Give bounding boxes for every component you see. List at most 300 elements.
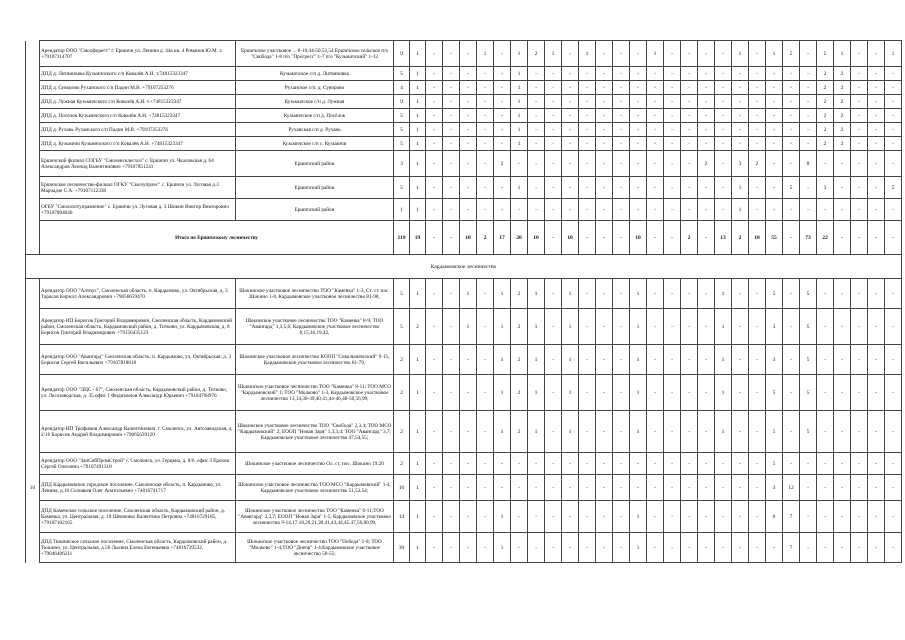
value-cell: -	[664, 151, 681, 177]
value-cell: -	[613, 533, 630, 563]
row-index-cell	[26, 501, 40, 533]
location-cell: Кузьмичское с/п д. Посёлок	[236, 109, 394, 123]
value-cell: -	[681, 199, 698, 221]
value-cell: -	[766, 137, 783, 151]
value-cell: -	[698, 95, 715, 109]
value-cell: 3	[766, 309, 783, 345]
value-cell: 1	[630, 309, 647, 345]
value-cell: -	[426, 177, 443, 199]
value-cell: 2	[817, 109, 834, 123]
value-cell: -	[766, 81, 783, 95]
value-cell: 1	[410, 411, 426, 453]
value-cell: 1	[460, 309, 477, 345]
value-cell: 5	[800, 411, 817, 453]
value-cell: -	[817, 475, 834, 501]
value-cell: -	[426, 41, 443, 67]
value-cell: -	[834, 199, 851, 221]
value-cell: -	[698, 123, 715, 137]
value-cell: -	[528, 109, 545, 123]
value-cell: 5	[783, 177, 800, 199]
value-cell: -	[511, 453, 528, 475]
value-cell: 1	[528, 345, 545, 375]
value-cell: -	[800, 109, 817, 123]
total-value-cell: 2	[477, 221, 494, 255]
value-cell: 2	[817, 123, 834, 137]
total-value-cell: -	[613, 221, 630, 255]
value-cell: 4	[394, 81, 410, 95]
value-cell: -	[460, 533, 477, 563]
value-cell: -	[715, 109, 732, 123]
value-cell: -	[443, 533, 460, 563]
value-cell: -	[545, 199, 562, 221]
total-value-cell: 13	[715, 221, 732, 255]
value-cell: 5	[783, 41, 800, 67]
value-cell: -	[579, 309, 596, 345]
value-cell: -	[681, 81, 698, 95]
table-row	[26, 109, 902, 123]
value-cell: 2	[394, 375, 410, 411]
table-row	[26, 151, 902, 177]
value-cell: 5	[766, 279, 783, 309]
value-cell: -	[545, 177, 562, 199]
value-cell: -	[715, 177, 732, 199]
value-cell: -	[545, 279, 562, 309]
value-cell: -	[545, 533, 562, 563]
value-cell: -	[528, 137, 545, 151]
value-cell: -	[885, 67, 902, 81]
total-label: Итого по Ершичскому лесничеству	[40, 221, 394, 255]
value-cell: 1	[528, 375, 545, 411]
value-cell: -	[664, 95, 681, 109]
value-cell: 5	[394, 309, 410, 345]
table-section-header	[26, 255, 902, 279]
value-cell: -	[477, 475, 494, 501]
location-cell: Шокинское участковое лесничество ТОО МСО "Кардымовский" 1-4, Кардымовское участковое лесничество 51,52,54;	[236, 475, 394, 501]
value-cell: 8	[800, 151, 817, 177]
value-cell: -	[426, 309, 443, 345]
value-cell: -	[766, 199, 783, 221]
value-cell: -	[868, 533, 885, 563]
value-cell: 1	[511, 67, 528, 81]
value-cell: -	[596, 533, 613, 563]
value-cell: -	[647, 475, 664, 501]
value-cell: -	[732, 375, 749, 411]
value-cell: -	[562, 137, 579, 151]
value-cell: -	[681, 67, 698, 81]
value-cell: -	[460, 67, 477, 81]
value-cell: 1	[494, 279, 511, 309]
value-cell: -	[885, 309, 902, 345]
value-cell: 2	[394, 411, 410, 453]
organization-cell: ДПД д. Поселок Кузьмичского с/п Ковалёв А.Н. +74815323347	[40, 109, 236, 123]
location-cell: Руханское с/п. д. Суворово	[236, 81, 394, 95]
value-cell: 16	[394, 475, 410, 501]
value-cell: -	[545, 95, 562, 109]
organization-cell: Арендатор ООО "ЗапСибПромСтрой" г. Смоленск, ул. Герцена, д. 8/6, офис 3 Ерохов Сергей Олегович +79107491310	[40, 453, 236, 475]
value-cell: -	[443, 453, 460, 475]
value-cell: -	[596, 279, 613, 309]
value-cell: 1	[766, 41, 783, 67]
value-cell: -	[460, 475, 477, 501]
row-index-cell	[26, 279, 40, 309]
value-cell: -	[868, 177, 885, 199]
value-cell: -	[460, 81, 477, 95]
value-cell: -	[647, 177, 664, 199]
value-cell: -	[613, 137, 630, 151]
value-cell: -	[460, 453, 477, 475]
value-cell: -	[460, 109, 477, 123]
value-cell: -	[664, 67, 681, 81]
value-cell: -	[681, 123, 698, 137]
value-cell: -	[851, 67, 868, 81]
total-value-cell: -	[885, 221, 902, 255]
value-cell: 2	[511, 411, 528, 453]
total-value-cell: 73	[800, 221, 817, 255]
value-cell: 2	[394, 345, 410, 375]
value-cell: -	[783, 411, 800, 453]
value-cell: -	[545, 309, 562, 345]
total-value-cell: 2	[732, 221, 749, 255]
total-value-cell: -	[579, 221, 596, 255]
value-cell: 1	[562, 411, 579, 453]
value-cell: 1	[410, 67, 426, 81]
value-cell: -	[545, 109, 562, 123]
value-cell: -	[766, 123, 783, 137]
value-cell: -	[715, 501, 732, 533]
value-cell: 5	[800, 345, 817, 375]
value-cell: -	[426, 453, 443, 475]
total-value-cell: -	[698, 221, 715, 255]
value-cell: -	[613, 475, 630, 501]
organization-cell: Арендатор ООО "Алтиус", Смоленская область, п. Кардымово, ул. Октябрьская, д. 3 Тарасов Кирилл Александрович +79056659470	[40, 279, 236, 309]
value-cell: -	[749, 279, 766, 309]
organization-cell: ДПД д. Кузьмичи Кузьмичского с/п Ковалёв А.Н. +74815323347	[40, 137, 236, 151]
value-cell: -	[732, 67, 749, 81]
value-cell: -	[443, 81, 460, 95]
value-cell: -	[800, 81, 817, 95]
row-index-cell	[26, 95, 40, 109]
value-cell: -	[834, 177, 851, 199]
value-cell: 3	[817, 177, 834, 199]
value-cell: -	[868, 453, 885, 475]
value-cell: -	[783, 375, 800, 411]
value-cell: -	[579, 475, 596, 501]
value-cell: -	[460, 375, 477, 411]
total-value-cell: 10	[460, 221, 477, 255]
value-cell: -	[715, 95, 732, 109]
value-cell: -	[851, 123, 868, 137]
value-cell: -	[698, 137, 715, 151]
value-cell: -	[545, 453, 562, 475]
value-cell: -	[630, 177, 647, 199]
value-cell: -	[613, 279, 630, 309]
value-cell: -	[443, 475, 460, 501]
value-cell: -	[596, 199, 613, 221]
value-cell: -	[630, 81, 647, 95]
value-cell: -	[426, 411, 443, 453]
value-cell: -	[647, 309, 664, 345]
row-index-cell	[26, 533, 40, 563]
value-cell: 5	[885, 177, 902, 199]
value-cell: -	[800, 199, 817, 221]
value-cell: -	[783, 279, 800, 309]
value-cell: -	[477, 453, 494, 475]
value-cell: -	[885, 453, 902, 475]
value-cell: -	[443, 279, 460, 309]
value-cell: -	[647, 533, 664, 563]
value-cell: -	[834, 533, 851, 563]
table-body-ershichi	[26, 41, 902, 221]
organization-cell: ОГБУ "Смолохотуправление" с. Ершичи ул. Луговая д. 3 Шикин Виктор Викторович +79107804040	[40, 199, 236, 221]
value-cell: -	[511, 199, 528, 221]
value-cell: 1	[562, 309, 579, 345]
row-index-cell	[26, 309, 40, 345]
value-cell: 2	[834, 81, 851, 95]
value-cell: -	[494, 453, 511, 475]
value-cell: -	[562, 501, 579, 533]
value-cell: -	[851, 533, 868, 563]
organization-cell: ДПД Кардымовское городское поселение, Смоленская область, п. Кардымово, ул. Ленина, д.16 Соловьев Олег Анатольевич +74816741717	[40, 475, 236, 501]
value-cell: 2	[834, 95, 851, 109]
value-cell: -	[732, 345, 749, 375]
equipment-table	[25, 40, 902, 563]
value-cell: -	[851, 109, 868, 123]
value-cell: 1	[630, 375, 647, 411]
table-row	[26, 453, 902, 475]
organization-cell: Арендатор ООО "Смолфорест" г. Ершичи ул. Ленина д. 44а кв. 4 Романов Ю.М. т. +79107114707	[40, 41, 236, 67]
value-cell: -	[460, 177, 477, 199]
value-cell: -	[851, 81, 868, 95]
value-cell: -	[426, 199, 443, 221]
value-cell: -	[630, 199, 647, 221]
table-row	[26, 279, 902, 309]
value-cell: -	[851, 137, 868, 151]
table-row	[26, 411, 902, 453]
value-cell: -	[460, 95, 477, 109]
location-cell: Шокинское участковое лесничество КООП "Сокольнический" 9-15; Кардымовское участковое лесничество 61-79,	[236, 345, 394, 375]
value-cell: -	[545, 67, 562, 81]
value-cell: 6	[766, 501, 783, 533]
value-cell: -	[664, 533, 681, 563]
value-cell: 5	[766, 453, 783, 475]
value-cell: -	[562, 177, 579, 199]
value-cell: -	[528, 453, 545, 475]
value-cell: -	[477, 123, 494, 137]
value-cell: -	[868, 41, 885, 67]
value-cell: -	[834, 453, 851, 475]
location-cell: Шокинское участковое лесничество ТОО "Победа" 1-8; ТОО "Молково" 1-4;ТОО "Днепр" 1-4;Кардымовское участковое лесничество 50-55;	[236, 533, 394, 563]
value-cell: -	[477, 501, 494, 533]
value-cell: -	[681, 475, 698, 501]
value-cell: -	[647, 411, 664, 453]
value-cell: -	[647, 345, 664, 375]
value-cell: -	[460, 41, 477, 67]
value-cell: -	[817, 453, 834, 475]
value-cell: -	[528, 177, 545, 199]
value-cell: 5	[766, 375, 783, 411]
value-cell: 7	[783, 501, 800, 533]
value-cell: -	[545, 151, 562, 177]
value-cell: -	[664, 309, 681, 345]
value-cell: 1	[410, 345, 426, 375]
value-cell: -	[868, 501, 885, 533]
table-row	[26, 199, 902, 221]
value-cell: -	[783, 67, 800, 81]
value-cell: -	[460, 123, 477, 137]
value-cell: 1	[394, 199, 410, 221]
total-value-cell: 22	[817, 221, 834, 255]
value-cell: -	[698, 309, 715, 345]
value-cell: -	[460, 411, 477, 453]
value-cell: -	[698, 533, 715, 563]
value-cell: 2	[511, 375, 528, 411]
row-index-cell	[26, 41, 40, 67]
value-cell: 1	[511, 41, 528, 67]
value-cell: -	[528, 67, 545, 81]
value-cell: -	[528, 199, 545, 221]
value-cell: -	[426, 375, 443, 411]
value-cell: -	[443, 137, 460, 151]
value-cell: -	[681, 411, 698, 453]
value-cell: -	[443, 345, 460, 375]
value-cell: -	[545, 501, 562, 533]
value-cell: -	[443, 109, 460, 123]
row-index-cell	[26, 67, 40, 81]
value-cell: -	[443, 411, 460, 453]
value-cell: 2	[834, 137, 851, 151]
value-cell: -	[851, 177, 868, 199]
value-cell: 1	[511, 81, 528, 95]
value-cell: -	[426, 533, 443, 563]
value-cell: -	[885, 475, 902, 501]
value-cell: -	[698, 81, 715, 95]
value-cell: -	[443, 151, 460, 177]
value-cell: -	[698, 453, 715, 475]
row-index-cell	[26, 453, 40, 475]
total-value-cell: 17	[494, 221, 511, 255]
value-cell: -	[426, 67, 443, 81]
value-cell: -	[868, 475, 885, 501]
organization-cell: ДПД д. Литвиновка Кузьмичского с/п Ковалёв А.Н. т.74815323347	[40, 67, 236, 81]
location-cell: Ершичский район	[236, 151, 394, 177]
value-cell: 1	[410, 453, 426, 475]
value-cell: -	[647, 199, 664, 221]
value-cell: 7	[783, 533, 800, 563]
value-cell: -	[851, 475, 868, 501]
value-cell: 1	[562, 345, 579, 375]
value-cell: -	[732, 109, 749, 123]
value-cell: -	[783, 309, 800, 345]
total-value-cell: 10	[749, 221, 766, 255]
value-cell: 1	[562, 279, 579, 309]
value-cell: -	[443, 309, 460, 345]
value-cell: 1	[410, 109, 426, 123]
total-value-cell: -	[783, 221, 800, 255]
value-cell: -	[545, 81, 562, 95]
value-cell: -	[647, 151, 664, 177]
value-cell: -	[698, 279, 715, 309]
value-cell: 1	[410, 151, 426, 177]
value-cell: 2	[834, 67, 851, 81]
value-cell: -	[613, 151, 630, 177]
value-cell: -	[732, 309, 749, 345]
table-row	[26, 123, 902, 137]
value-cell: 1	[511, 123, 528, 137]
organization-cell: Арендатор ООО "ЛЦС - 67", Смоленская область, Кардымовский район, д. Титково, ул. Лесозаводская, д. 35,офис 1 Фидимонов Александр Юрьевич +79104768976	[40, 375, 236, 411]
value-cell: -	[494, 81, 511, 95]
value-cell: -	[562, 109, 579, 123]
value-cell: -	[664, 137, 681, 151]
value-cell: -	[596, 411, 613, 453]
value-cell: -	[783, 151, 800, 177]
value-cell: -	[579, 345, 596, 375]
value-cell: -	[545, 411, 562, 453]
value-cell: -	[426, 109, 443, 123]
value-cell: -	[868, 411, 885, 453]
table-total	[26, 221, 902, 255]
value-cell: -	[732, 533, 749, 563]
value-cell: -	[596, 345, 613, 375]
value-cell: -	[477, 411, 494, 453]
value-cell: -	[817, 533, 834, 563]
value-cell: -	[579, 533, 596, 563]
value-cell: -	[698, 109, 715, 123]
value-cell: -	[528, 95, 545, 109]
value-cell: -	[562, 151, 579, 177]
value-cell: -	[800, 137, 817, 151]
value-cell: 1	[410, 177, 426, 199]
value-cell: 1	[511, 95, 528, 109]
value-cell: -	[579, 375, 596, 411]
value-cell: -	[800, 533, 817, 563]
value-cell: -	[715, 199, 732, 221]
value-cell: -	[579, 67, 596, 81]
value-cell: 1	[885, 41, 902, 67]
value-cell: -	[443, 95, 460, 109]
value-cell: -	[885, 279, 902, 309]
value-cell: 1	[630, 411, 647, 453]
value-cell: -	[817, 309, 834, 345]
value-cell: -	[698, 199, 715, 221]
value-cell: -	[817, 501, 834, 533]
value-cell: 2	[817, 67, 834, 81]
value-cell: -	[698, 411, 715, 453]
value-cell: -	[579, 501, 596, 533]
value-cell: -	[783, 345, 800, 375]
value-cell: -	[443, 67, 460, 81]
total-value-cell: 2	[681, 221, 698, 255]
value-cell: -	[477, 177, 494, 199]
value-cell: -	[800, 501, 817, 533]
value-cell: -	[528, 475, 545, 501]
table-row	[26, 81, 902, 95]
value-cell: -	[681, 137, 698, 151]
value-cell: 1	[732, 41, 749, 67]
value-cell: -	[443, 375, 460, 411]
value-cell: -	[715, 151, 732, 177]
value-cell: -	[596, 67, 613, 81]
value-cell: -	[681, 177, 698, 199]
value-cell: -	[851, 41, 868, 67]
value-cell: 5	[394, 137, 410, 151]
value-cell: -	[596, 95, 613, 109]
value-cell: -	[715, 137, 732, 151]
value-cell: -	[528, 151, 545, 177]
value-cell: -	[834, 309, 851, 345]
value-cell: -	[630, 151, 647, 177]
value-cell: -	[664, 199, 681, 221]
value-cell: -	[664, 345, 681, 375]
